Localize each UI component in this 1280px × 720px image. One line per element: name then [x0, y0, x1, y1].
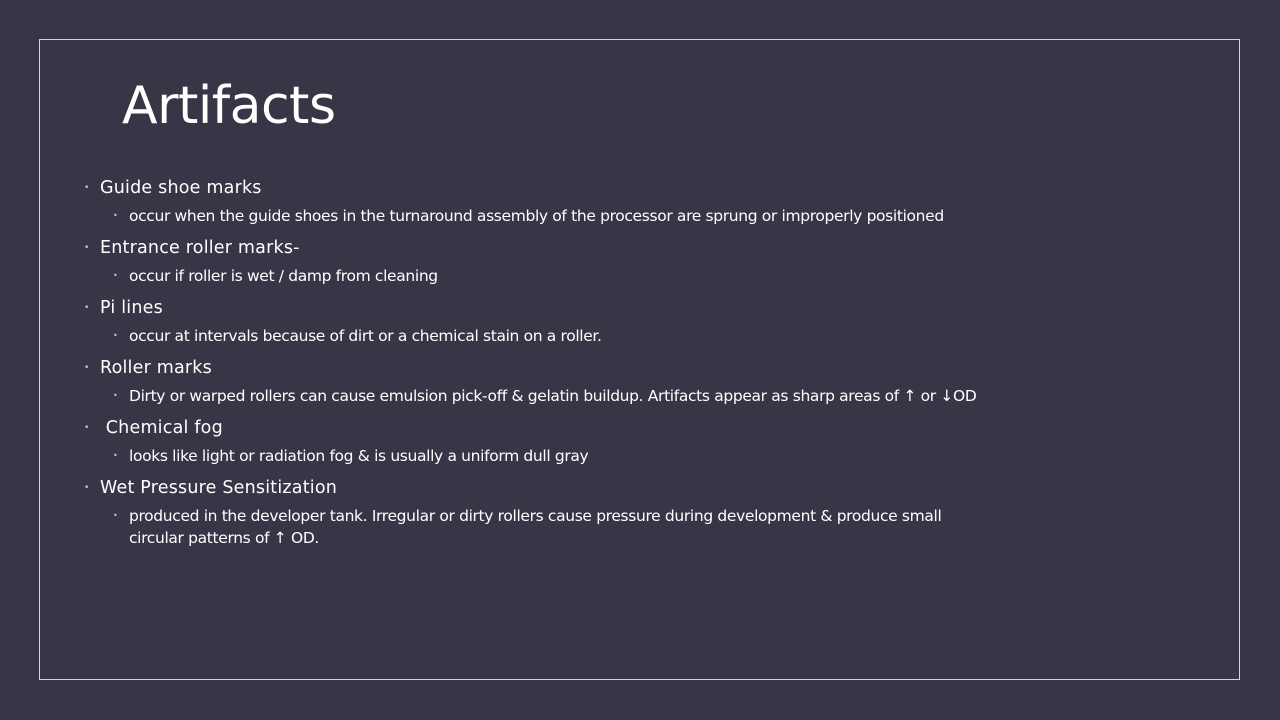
bullet-icon: •: [84, 363, 90, 373]
bullet-detail: [113, 445, 994, 467]
list-item: [84, 295, 994, 347]
list-item: [84, 175, 994, 227]
bullet-icon: •: [84, 483, 90, 493]
bullet-icon: •: [84, 303, 90, 313]
bullet-detail-text: produced in the developer tank. Irregular or dirty rollers cause pressure during development & produce small circular patterns of ↑ OD.: [129, 507, 942, 547]
bullet-heading-text: Chemical fog: [100, 418, 223, 438]
bullet-heading-text: Guide shoe marks: [100, 178, 262, 198]
bullet-heading: [84, 295, 994, 321]
sub-bullet-icon: •: [113, 331, 118, 340]
list-item: [84, 475, 994, 549]
sub-bullet-icon: •: [113, 391, 118, 400]
bullet-detail-text: occur when the guide shoes in the turnaround assembly of the processor are sprung or improperly positioned: [129, 207, 944, 225]
slide-title: Artifacts: [122, 76, 336, 136]
bullet-icon: •: [84, 243, 90, 253]
sub-bullet-icon: •: [113, 451, 118, 460]
bullet-detail: [113, 505, 994, 549]
bullet-detail-text: occur at intervals because of dirt or a chemical stain on a roller.: [129, 327, 602, 345]
bullet-heading: [84, 175, 994, 201]
bullet-heading-text: Roller marks: [100, 358, 212, 378]
bullet-heading: [84, 235, 994, 261]
list-item: [84, 415, 994, 467]
sub-bullet-icon: •: [113, 511, 118, 520]
bullet-icon: •: [84, 423, 90, 433]
bullet-list: [84, 175, 994, 557]
list-item: [84, 235, 994, 287]
bullet-heading-text: Wet Pressure Sensitization: [100, 478, 338, 498]
bullet-heading: [84, 355, 994, 381]
list-item: [84, 355, 994, 407]
bullet-heading-text: Pi lines: [100, 298, 163, 318]
sub-bullet-icon: •: [113, 211, 118, 220]
bullet-icon: •: [84, 183, 90, 193]
sub-bullet-icon: •: [113, 271, 118, 280]
bullet-detail-text: occur if roller is wet / damp from cleaning: [129, 267, 438, 285]
bullet-detail: [113, 385, 994, 407]
bullet-detail-text: looks like light or radiation fog & is usually a uniform dull gray: [129, 447, 589, 465]
bullet-heading-text: Entrance roller marks-: [100, 238, 300, 258]
bullet-heading: [84, 415, 994, 441]
bullet-heading: [84, 475, 994, 501]
bullet-detail-text: Dirty or warped rollers can cause emulsion pick-off & gelatin buildup. Artifacts appear as sharp areas of ↑ or ↓OD: [129, 387, 977, 405]
bullet-detail: [113, 205, 994, 227]
bullet-detail: [113, 325, 994, 347]
bullet-detail: [113, 265, 994, 287]
